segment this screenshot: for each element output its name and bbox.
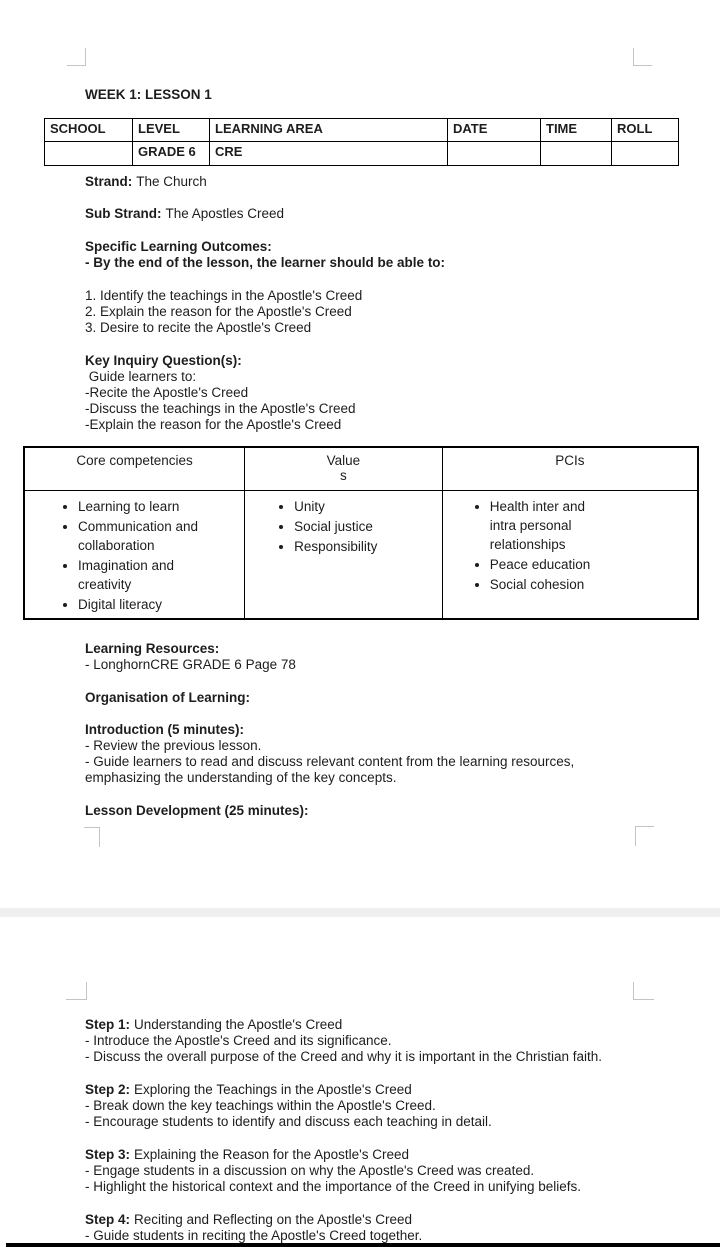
step-title-line: [85, 1147, 685, 1163]
strand-value: The Church: [136, 174, 207, 189]
info-cell-level: GRADE 6: [133, 142, 210, 166]
outcome-item: 2. Explain the reason for the Apostle's Creed: [85, 304, 352, 319]
info-cell-roll: [612, 142, 679, 166]
competencies-table: [23, 446, 699, 620]
step-title-line: [85, 1212, 685, 1228]
page-break-divider: [0, 908, 720, 917]
info-header-roll: ROLL: [612, 119, 679, 142]
pcis-list: [444, 497, 602, 594]
list-item: • Imagination and creativity: [78, 556, 202, 594]
list-item: • Digital literacy: [78, 595, 202, 614]
step-line: - Break down the key teachings within the Apostle's Creed.: [85, 1098, 436, 1113]
step-block: [85, 1212, 685, 1244]
list-item: • Learning to learn: [78, 497, 202, 516]
info-header-learning-area: LEARNING AREA: [210, 119, 448, 142]
competencies-body-row: [24, 491, 698, 620]
header-text: Value: [326, 453, 361, 468]
key-inquiry-line: Guide learners to:: [85, 369, 197, 384]
outcomes-heading-block: [85, 239, 675, 271]
key-inquiry-heading: Key Inquiry Question(s):: [85, 353, 242, 368]
info-cell-date: [448, 142, 541, 166]
info-header-time: TIME: [541, 119, 612, 142]
step-title-line: [85, 1082, 685, 1098]
sub-strand-value: The Apostles Creed: [165, 206, 285, 221]
page1-bottom-right-margin-corner-icon: [635, 826, 654, 846]
page2-top-right-margin-corner-icon: [633, 982, 654, 1000]
info-cell-time: [541, 142, 612, 166]
strand-line: [85, 174, 207, 190]
cutoff-table-top-border: [6, 1243, 720, 1247]
introduction-line: - Guide learners to read and discuss relevant content from the learning resources,: [85, 754, 575, 769]
info-cell-school: [45, 142, 133, 166]
step-line: - Guide students in reciting the Apostle's Creed together.: [85, 1228, 423, 1243]
list-item: • Health inter and intra personal relationships: [490, 497, 602, 554]
step-block: [85, 1147, 685, 1195]
learning-resources-block: [85, 641, 675, 673]
step-title: Explaining the Reason for the Apostle's Creed: [134, 1147, 410, 1162]
outcomes-list: [85, 288, 675, 336]
step-line: - Introduce the Apostle's Creed and its significance.: [85, 1033, 392, 1048]
sub-strand-label: Sub Strand:: [85, 206, 162, 221]
header-text: s: [340, 468, 347, 483]
list-item: • Responsibility: [294, 537, 434, 556]
pcis-cell: [442, 491, 698, 620]
competencies-header-row: [24, 447, 698, 491]
info-table-header-row: [45, 119, 679, 142]
learning-resources-heading: Learning Resources:: [85, 641, 220, 656]
introduction-block: [85, 722, 675, 786]
lesson-development-heading: Lesson Development (25 minutes):: [85, 803, 309, 818]
step-line: - Encourage students to identify and discuss each teaching in detail.: [85, 1114, 492, 1129]
header-pcis: [442, 447, 698, 491]
info-cell-learning-area: CRE: [210, 142, 448, 166]
page2-top-left-margin-corner-icon: [66, 982, 87, 1000]
sub-strand-line: [85, 206, 284, 222]
key-inquiry-line: -Explain the reason for the Apostle's Creed: [85, 417, 342, 432]
step-label: Step 1:: [85, 1017, 131, 1032]
step-title: Reciting and Reflecting on the Apostle's Creed: [134, 1212, 413, 1227]
outcome-item: 1. Identify the teachings in the Apostle's Creed: [85, 288, 363, 303]
introduction-heading: Introduction (5 minutes):: [85, 722, 244, 737]
outcomes-subheading: - By the end of the lesson, the learner should be able to:: [85, 255, 446, 270]
info-table-data-row: [45, 142, 679, 166]
page1-top-left-margin-corner-icon: [67, 48, 86, 66]
values-list: [246, 497, 434, 556]
step-line: - Engage students in a discussion on why the Apostle's Creed was created.: [85, 1163, 535, 1178]
info-header-school: SCHOOL: [45, 119, 133, 142]
step-label: Step 4:: [85, 1212, 131, 1227]
strand-label: Strand:: [85, 174, 133, 189]
page-title: WEEK 1: LESSON 1: [85, 87, 212, 102]
list-item: • Communication and collaboration: [78, 517, 202, 555]
step-line: - Highlight the historical context and the importance of the Creed in unifying beliefs.: [85, 1179, 582, 1194]
page1-bottom-left-margin-corner-icon: [84, 827, 100, 847]
info-header-date: DATE: [448, 119, 541, 142]
key-inquiry-line: -Discuss the teachings in the Apostle's Creed: [85, 401, 356, 416]
values-cell: [245, 491, 443, 620]
key-inquiry-line: -Recite the Apostle's Creed: [85, 385, 249, 400]
step-label: Step 3:: [85, 1147, 131, 1162]
outcome-item: 3. Desire to recite the Apostle's Creed: [85, 320, 312, 335]
key-inquiry-block: [85, 353, 675, 433]
list-item: • Social cohesion: [490, 575, 602, 594]
introduction-line: - Review the previous lesson.: [85, 738, 262, 753]
step-block: [85, 1017, 685, 1065]
organisation-heading: Organisation of Learning:: [85, 690, 251, 705]
step-title: Exploring the Teachings in the Apostle's Creed: [134, 1082, 412, 1097]
step-label: Step 2:: [85, 1082, 131, 1097]
outcomes-heading: Specific Learning Outcomes:: [85, 239, 272, 254]
core-competencies-list: [26, 497, 202, 614]
info-header-level: LEVEL: [133, 119, 210, 142]
step-title: Understanding the Apostle's Creed: [134, 1017, 343, 1032]
header-core-competencies: [24, 447, 245, 491]
step-title-line: [85, 1017, 685, 1033]
step-block: [85, 1082, 685, 1130]
core-competencies-cell: [24, 491, 245, 620]
header-text: Core competencies: [76, 453, 193, 468]
header-values: [245, 447, 443, 491]
list-item: • Unity: [294, 497, 434, 516]
introduction-line: emphasizing the understanding of the key concepts.: [85, 770, 397, 785]
page1-top-right-margin-corner-icon: [633, 48, 652, 66]
info-table: [44, 118, 679, 166]
header-text: PCIs: [555, 453, 585, 468]
list-item: • Peace education: [490, 555, 602, 574]
step-line: - Discuss the overall purpose of the Creed and why it is important in the Christian faith.: [85, 1049, 602, 1064]
list-item: • Social justice: [294, 517, 434, 536]
learning-resources-item: - LonghornCRE GRADE 6 Page 78: [85, 657, 296, 672]
